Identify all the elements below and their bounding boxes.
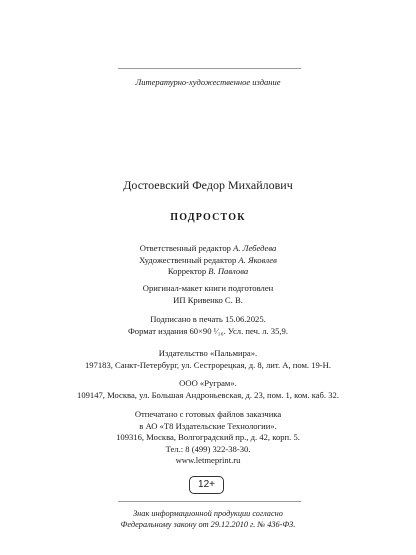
printer-line-2: в АО «Т8 Издательские Технологии».	[139, 420, 277, 431]
age-rating-badge: 12+	[189, 476, 224, 494]
notice-line-2: Федеральному закону от 29.12.2010 г. № 436-ФЗ.	[120, 520, 296, 529]
layout-credit	[0, 283, 416, 306]
publisher-address: 197183, Санкт-Петербург, ул. Сестрорецкая, д. 8, лит. А, пом. 19-Н.	[84, 359, 332, 370]
notice-line-1: Знак информационной продукции согласно	[133, 509, 283, 518]
printer-address: 109316, Москва, Волгоградский пр., д. 42, корп. 5.	[116, 432, 300, 443]
top-divider	[118, 68, 301, 69]
executive-editor: Ответственный редактор А. Лебедева	[139, 243, 277, 253]
print-details	[0, 314, 416, 337]
proofreader: Корректор В. Павлова	[167, 266, 249, 277]
printer-line-1: Отпечатано с готовых файлов заказчика	[134, 409, 282, 419]
printer-info	[0, 409, 416, 467]
distributor-address: 109147, Москва, ул. Большая Андроньевская, д. 23, пом. 1, ком. каб. 32.	[77, 389, 339, 400]
publisher-info	[0, 348, 416, 371]
author-name: Достоевский Федор Михайлович	[123, 178, 293, 192]
distributor-info	[0, 378, 416, 401]
format-details: Формат издания 60×90 ¹⁄₁₆. Усл. печ. л. 35,9.	[128, 325, 288, 336]
layout-line-1: Оригинал-макет книги подготовлен	[142, 283, 274, 293]
publisher-name: Издательство «Пальмира».	[158, 348, 258, 358]
printer-phone: Тел.: 8 (499) 322-38-30.	[165, 443, 251, 454]
signed-date: Подписано в печать 15.06.2025.	[150, 314, 266, 324]
bottom-divider	[118, 501, 301, 502]
art-editor: Художественный редактор А. Яковлев	[139, 254, 277, 265]
layout-line-2: ИП Кривенко С. В.	[173, 294, 243, 305]
edition-type: Литературно-художественное издание	[135, 77, 281, 87]
age-rating-notice	[0, 508, 416, 530]
staff-credits	[0, 243, 416, 278]
distributor-name: ООО «Руграм».	[179, 378, 237, 388]
printer-website: www.letmeprint.ru	[175, 455, 241, 466]
book-title: ПОДРОСТОК	[170, 212, 246, 223]
